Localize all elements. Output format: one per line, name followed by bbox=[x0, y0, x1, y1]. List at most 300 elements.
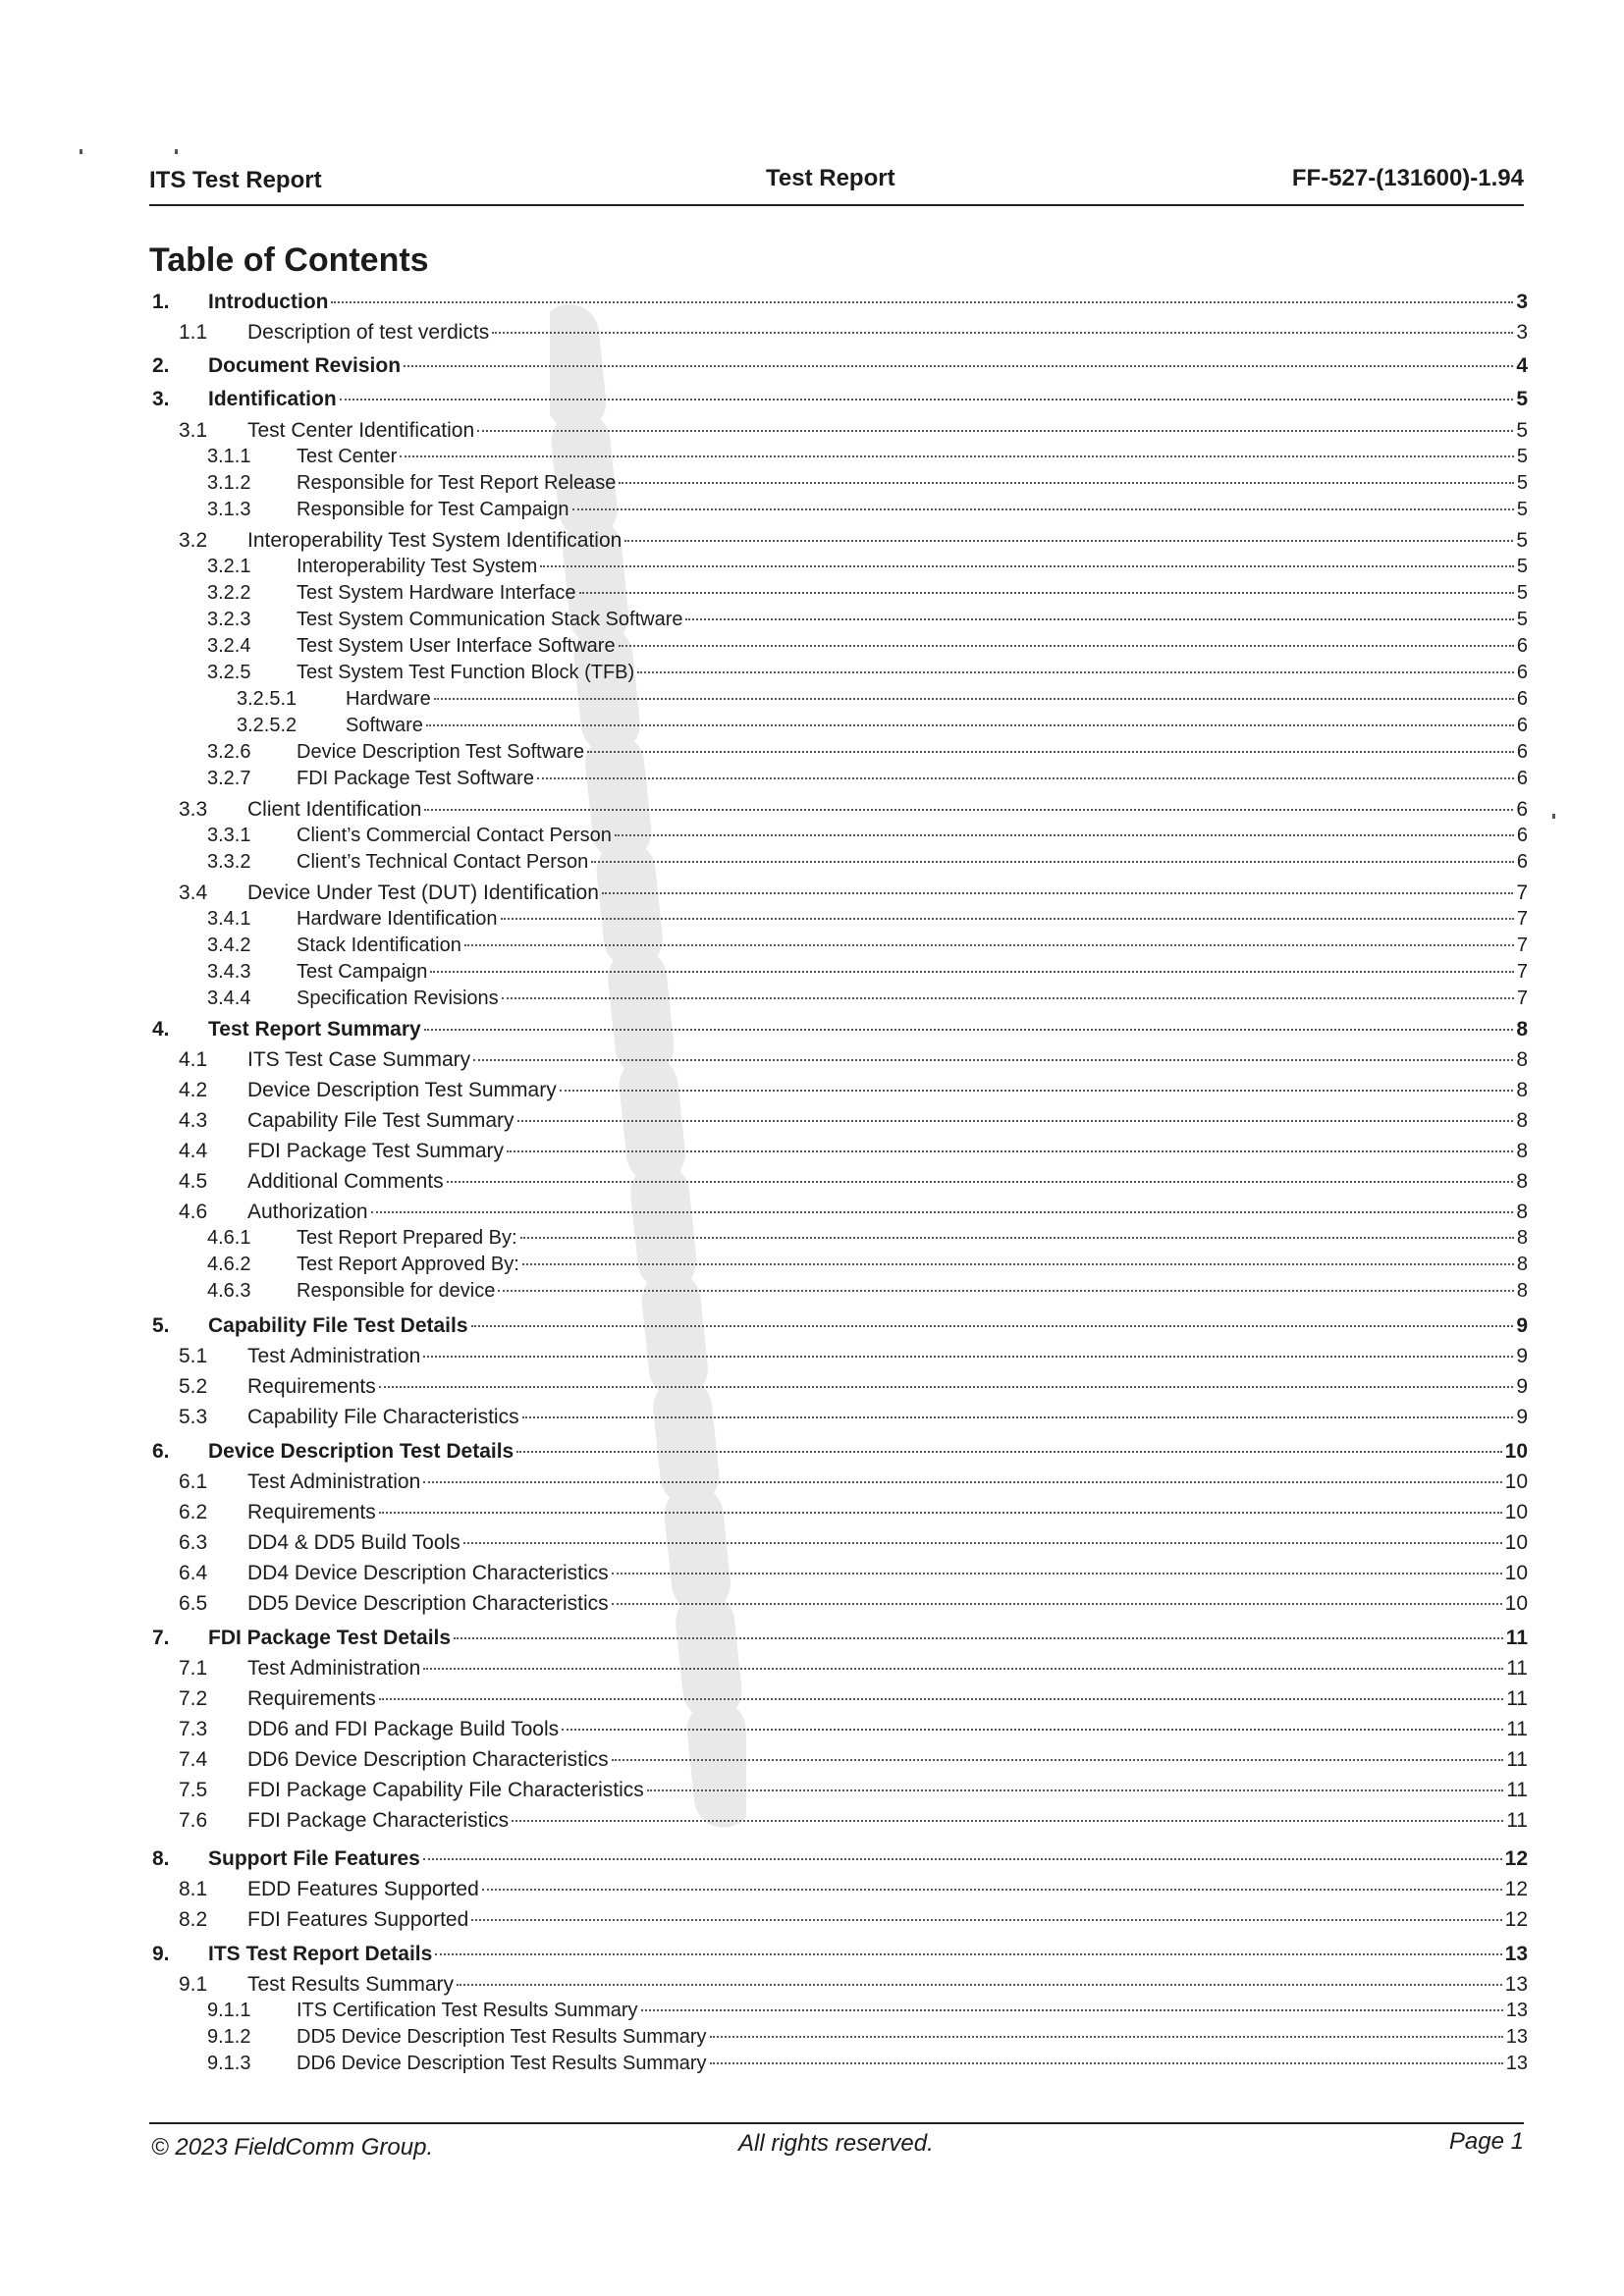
toc-entry[interactable] bbox=[179, 1687, 1528, 1711]
toc-dot-leader bbox=[612, 1603, 1502, 1605]
toc-dot-leader bbox=[624, 540, 1513, 542]
toc-entry-page-number: 6 bbox=[1516, 741, 1528, 763]
toc-entry-number: 3.4 bbox=[179, 881, 208, 904]
toc-entry[interactable] bbox=[207, 446, 1528, 468]
toc-dot-leader bbox=[572, 508, 1514, 510]
toc-entry-number: 3.1.1 bbox=[207, 446, 251, 467]
toc-entry-page-number: 9 bbox=[1516, 1375, 1528, 1398]
toc-dot-leader bbox=[602, 892, 1513, 894]
toc-entry-label: ITS Test Case Summary bbox=[247, 1048, 471, 1071]
toc-dot-leader bbox=[477, 430, 1513, 432]
toc-entry[interactable] bbox=[207, 825, 1528, 847]
toc-entry-number: 3.3.1 bbox=[207, 825, 251, 846]
toc-entry-label: Stack Identification bbox=[297, 934, 461, 956]
toc-entry-number: 3.3.2 bbox=[207, 851, 251, 873]
toc-dot-leader bbox=[612, 1759, 1504, 1761]
toc-entry[interactable] bbox=[179, 1592, 1528, 1616]
toc-entry-label: EDD Features Supported bbox=[247, 1878, 479, 1900]
toc-entry-page-number: 12 bbox=[1504, 1847, 1528, 1870]
toc-entry-label: Interoperability Test System Identification bbox=[247, 529, 623, 552]
toc-entry-number: 4.6 bbox=[179, 1201, 208, 1223]
toc-entry-page-number: 8 bbox=[1516, 1018, 1528, 1041]
toc-entry-label: DD4 Device Description Characteristics bbox=[247, 1562, 609, 1584]
toc-dot-leader bbox=[619, 482, 1514, 484]
toc-entry-number: 7.3 bbox=[179, 1718, 208, 1740]
toc-entry[interactable] bbox=[207, 908, 1528, 931]
toc-entry[interactable] bbox=[179, 1375, 1528, 1399]
toc-entry[interactable] bbox=[179, 1470, 1528, 1494]
toc-dot-leader bbox=[379, 1386, 1514, 1388]
toc-dot-leader bbox=[473, 1059, 1513, 1061]
toc-entry-number: 3.2.2 bbox=[207, 582, 251, 604]
toc-dot-leader bbox=[447, 1181, 1514, 1183]
toc-entry-number: 7.2 bbox=[179, 1687, 208, 1710]
toc-entry-label: FDI Package Test Details bbox=[208, 1627, 452, 1649]
toc-entry-page-number: 10 bbox=[1504, 1562, 1528, 1584]
toc-entry-number: 6.4 bbox=[179, 1562, 208, 1584]
toc-entry-number: 4.6.1 bbox=[207, 1227, 251, 1249]
toc-entry-number: 4.6.2 bbox=[207, 1254, 251, 1275]
toc-entry-label: Capability File Test Details bbox=[208, 1314, 468, 1337]
toc-entry-page-number: 10 bbox=[1504, 1592, 1528, 1615]
toc-dot-leader bbox=[340, 399, 1514, 400]
toc-entry[interactable] bbox=[179, 1501, 1528, 1524]
toc-dot-leader bbox=[710, 2036, 1503, 2038]
toc-entry-page-number: 7 bbox=[1516, 988, 1528, 1009]
toc-entry[interactable] bbox=[207, 934, 1528, 957]
toc-entry-number: 4.4 bbox=[179, 1140, 208, 1162]
toc-entry-label: Test Center bbox=[297, 446, 398, 467]
toc-entry-label: Capability File Characteristics bbox=[247, 1406, 519, 1428]
toc-entry-page-number: 6 bbox=[1516, 715, 1528, 736]
toc-entry-label: Test Results Summary bbox=[247, 1973, 455, 1996]
toc-entry-label: Description of test verdicts bbox=[247, 321, 490, 344]
toc-entry-page-number: 5 bbox=[1516, 419, 1528, 442]
toc-dot-leader bbox=[516, 1451, 1501, 1453]
toc-entry-number: 9. bbox=[152, 1943, 170, 1965]
toc-entry[interactable] bbox=[207, 741, 1528, 764]
toc-entry-page-number: 13 bbox=[1505, 2053, 1528, 2074]
toc-entry-label: Software bbox=[346, 715, 423, 736]
toc-entry-number: 8. bbox=[152, 1847, 170, 1870]
toc-entry[interactable] bbox=[179, 1878, 1528, 1901]
toc-entry[interactable] bbox=[152, 1018, 1528, 1041]
toc-entry-label: DD6 Device Description Characteristics bbox=[247, 1748, 609, 1771]
toc-entry-number: 9.1.3 bbox=[207, 2053, 251, 2074]
toc-entry-label: ITS Test Report Details bbox=[208, 1943, 433, 1965]
toc-entry-number: 3.2.6 bbox=[207, 741, 251, 763]
toc-entry-number: 8.1 bbox=[179, 1878, 208, 1900]
toc-entry[interactable] bbox=[179, 1718, 1528, 1741]
toc-dot-leader bbox=[379, 1698, 1503, 1700]
toc-entry-page-number: 11 bbox=[1506, 1809, 1528, 1832]
toc-entry-number: 6.1 bbox=[179, 1470, 208, 1493]
toc-dot-leader bbox=[501, 918, 1514, 920]
toc-entry-number: 6.5 bbox=[179, 1592, 208, 1615]
toc-entry-label: Device Description Test Software bbox=[297, 741, 585, 763]
toc-dot-leader bbox=[430, 971, 1513, 973]
toc-entry-label: Document Revision bbox=[208, 354, 402, 377]
toc-entry-page-number: 11 bbox=[1506, 1687, 1528, 1710]
toc-entry-page-number: 7 bbox=[1516, 934, 1528, 956]
toc-entry-label: Test Administration bbox=[247, 1657, 421, 1680]
page-footer bbox=[149, 2122, 1524, 2163]
toc-entry-label: Client’s Technical Contact Person bbox=[297, 851, 589, 873]
toc-entry-label: Test Campaign bbox=[297, 961, 428, 983]
toc-entry[interactable] bbox=[152, 388, 1528, 411]
toc-dot-leader bbox=[379, 1512, 1502, 1514]
toc-entry-page-number: 10 bbox=[1504, 1440, 1528, 1463]
toc-entry-page-number: 10 bbox=[1504, 1531, 1528, 1554]
toc-dot-leader bbox=[587, 751, 1514, 753]
toc-entry-number: 9.1 bbox=[179, 1973, 208, 1996]
toc-entry-label: Test Report Prepared By: bbox=[297, 1227, 517, 1249]
header-report-title: ITS Test Report bbox=[149, 167, 322, 193]
toc-entry[interactable] bbox=[207, 1280, 1528, 1303]
toc-entry-number: 2. bbox=[152, 354, 170, 377]
footer-rights: All rights reserved. bbox=[738, 2130, 934, 2157]
header-document-number: FF-527-(131600)-1.94 bbox=[1291, 165, 1524, 191]
toc-dot-leader bbox=[517, 1120, 1514, 1122]
toc-entry[interactable] bbox=[179, 1809, 1528, 1833]
toc-entry-number: 4.1 bbox=[179, 1048, 208, 1071]
toc-entry-number: 4.3 bbox=[179, 1109, 208, 1132]
toc-entry-page-number: 5 bbox=[1516, 556, 1528, 577]
toc-entry[interactable] bbox=[179, 1748, 1528, 1772]
toc-dot-leader bbox=[710, 2062, 1503, 2064]
toc-entry-page-number: 9 bbox=[1516, 1314, 1528, 1337]
toc-entry[interactable] bbox=[152, 1440, 1528, 1464]
toc-entry-label: Authorization bbox=[247, 1201, 368, 1223]
toc-entry[interactable] bbox=[207, 472, 1528, 495]
toc-entry[interactable] bbox=[179, 529, 1528, 553]
toc-dot-leader bbox=[591, 861, 1514, 863]
toc-dot-leader bbox=[435, 1953, 1501, 1955]
toc-entry-number: 5.1 bbox=[179, 1345, 208, 1367]
toc-entry-label: Additional Comments bbox=[247, 1170, 444, 1193]
toc-entry-number: 7.1 bbox=[179, 1657, 208, 1680]
toc-entry-number: 3.3 bbox=[179, 798, 208, 821]
toc-dot-leader bbox=[454, 1637, 1503, 1639]
toc-entry-label: FDI Package Test Software bbox=[297, 768, 534, 789]
toc-entry-number: 3.4.4 bbox=[207, 988, 251, 1009]
toc-dot-leader bbox=[424, 809, 1513, 811]
toc-entry-page-number: 11 bbox=[1505, 1627, 1528, 1649]
toc-entry-number: 4. bbox=[152, 1018, 170, 1041]
toc-entry[interactable] bbox=[152, 354, 1528, 378]
toc-dot-leader bbox=[492, 332, 1513, 334]
toc-entry[interactable] bbox=[207, 1227, 1528, 1250]
toc-entry[interactable] bbox=[237, 715, 1528, 737]
toc-entry[interactable] bbox=[179, 1562, 1528, 1585]
toc-entry[interactable] bbox=[179, 1140, 1528, 1163]
toc-entry-label: Test Administration bbox=[247, 1470, 421, 1493]
toc-dot-leader bbox=[331, 301, 1513, 303]
toc-dot-leader bbox=[647, 1789, 1503, 1791]
toc-entry-number: 4.2 bbox=[179, 1079, 208, 1101]
toc-entry-label: ITS Certification Test Results Summary bbox=[297, 2000, 638, 2021]
toc-dot-leader bbox=[371, 1211, 1514, 1213]
toc-entry-label: Introduction bbox=[208, 291, 329, 313]
toc-entry-number: 3.1 bbox=[179, 419, 208, 442]
toc-entry[interactable] bbox=[179, 1973, 1528, 1997]
toc-entry-number: 3.2.7 bbox=[207, 768, 251, 789]
toc-entry-number: 3.2.1 bbox=[207, 556, 251, 577]
toc-entry[interactable] bbox=[179, 881, 1528, 905]
toc-entry-label: Responsible for device bbox=[297, 1280, 496, 1302]
toc-entry-page-number: 8 bbox=[1516, 1280, 1528, 1302]
toc-entry-page-number: 8 bbox=[1516, 1109, 1528, 1132]
toc-entry-number: 6.3 bbox=[179, 1531, 208, 1554]
footer-page-number: Page 1 bbox=[1448, 2128, 1524, 2155]
toc-entry-number: 3.4.1 bbox=[207, 908, 251, 930]
toc-entry-page-number: 8 bbox=[1516, 1140, 1528, 1162]
toc-entry-page-number: 3 bbox=[1516, 291, 1528, 313]
toc-entry-label: Device Description Test Summary bbox=[247, 1079, 557, 1101]
toc-entry[interactable] bbox=[179, 1201, 1528, 1224]
toc-entry-number: 8.2 bbox=[179, 1908, 208, 1931]
toc-entry-page-number: 5 bbox=[1516, 499, 1528, 520]
toc-dot-leader bbox=[537, 777, 1514, 779]
toc-entry-page-number: 6 bbox=[1516, 688, 1528, 710]
toc-entry-number: 4.5 bbox=[179, 1170, 208, 1193]
toc-dot-leader bbox=[423, 1356, 1513, 1358]
toc-entry[interactable] bbox=[179, 798, 1528, 822]
toc-entry-label: Hardware Identification bbox=[297, 908, 498, 930]
toc-entry-number: 7.4 bbox=[179, 1748, 208, 1771]
toc-entry[interactable] bbox=[179, 1779, 1528, 1802]
toc-entry-label: Support File Features bbox=[208, 1847, 420, 1870]
toc-entry-page-number: 13 bbox=[1505, 2000, 1528, 2021]
toc-entry-page-number: 6 bbox=[1516, 851, 1528, 873]
toc-dot-leader bbox=[423, 1481, 1501, 1483]
toc-entry-label: Device Under Test (DUT) Identification bbox=[247, 881, 599, 904]
toc-entry[interactable] bbox=[179, 321, 1528, 345]
toc-entry[interactable] bbox=[152, 1627, 1528, 1650]
toc-entry-label: Test Center Identification bbox=[247, 419, 475, 442]
toc-entry[interactable] bbox=[179, 1109, 1528, 1133]
toc-entry-label: FDI Package Capability File Characteristics bbox=[247, 1779, 644, 1801]
toc-entry-number: 3. bbox=[152, 388, 170, 410]
toc-entry[interactable] bbox=[179, 419, 1528, 443]
toc-entry-number: 5.3 bbox=[179, 1406, 208, 1428]
toc-dot-leader bbox=[522, 1263, 1514, 1265]
toc-entry[interactable] bbox=[207, 768, 1528, 790]
toc-entry-page-number: 9 bbox=[1516, 1345, 1528, 1367]
footer-copyright: © 2023 FieldComm Group. bbox=[151, 2134, 434, 2161]
toc-entry-label: DD6 Device Description Test Results Summary bbox=[297, 2053, 707, 2074]
toc-entry-label: Client Identification bbox=[247, 798, 422, 821]
toc-entry-number: 6. bbox=[152, 1440, 170, 1463]
toc-entry-page-number: 5 bbox=[1516, 472, 1528, 494]
toc-entry[interactable] bbox=[207, 2000, 1528, 2022]
toc-entry-label: Test Administration bbox=[247, 1345, 421, 1367]
toc-entry-label: Requirements bbox=[247, 1375, 376, 1398]
toc-entry-label: FDI Package Test Summary bbox=[247, 1140, 505, 1162]
toc-entry[interactable] bbox=[179, 1908, 1528, 1932]
toc-entry[interactable] bbox=[207, 556, 1528, 578]
toc-entry-page-number: 7 bbox=[1516, 881, 1528, 904]
toc-entry[interactable] bbox=[207, 609, 1528, 631]
toc-entry-label: Capability File Test Summary bbox=[247, 1109, 514, 1132]
toc-entry-page-number: 11 bbox=[1506, 1657, 1528, 1680]
toc-entry[interactable] bbox=[152, 1943, 1528, 1966]
toc-entry-number: 7.5 bbox=[179, 1779, 208, 1801]
toc-entry[interactable] bbox=[152, 291, 1528, 314]
toc-entry-label: FDI Package Characteristics bbox=[247, 1809, 510, 1832]
toc-entry[interactable] bbox=[179, 1657, 1528, 1681]
toc-title: Table of Contents bbox=[149, 241, 429, 279]
toc-entry-page-number: 8 bbox=[1516, 1048, 1528, 1071]
toc-entry-page-number: 11 bbox=[1506, 1718, 1528, 1740]
toc-entry-label: DD5 Device Description Characteristics bbox=[247, 1592, 609, 1615]
header-center-title: Test Report bbox=[766, 165, 895, 191]
toc-entry-page-number: 8 bbox=[1516, 1254, 1528, 1275]
toc-dot-leader bbox=[641, 2009, 1503, 2011]
toc-dot-leader bbox=[619, 645, 1514, 647]
toc-dot-leader bbox=[540, 565, 1514, 567]
toc-entry-label: Hardware bbox=[346, 688, 431, 710]
toc-entry[interactable] bbox=[207, 499, 1528, 521]
toc-dot-leader bbox=[615, 834, 1514, 836]
toc-entry[interactable] bbox=[207, 2026, 1528, 2049]
toc-entry-page-number: 8 bbox=[1516, 1079, 1528, 1101]
toc-entry-page-number: 5 bbox=[1516, 446, 1528, 467]
toc-entry-number: 5. bbox=[152, 1314, 170, 1337]
toc-dot-leader bbox=[434, 698, 1514, 700]
toc-entry-page-number: 6 bbox=[1516, 768, 1528, 789]
toc-entry-label: DD5 Device Description Test Results Summary bbox=[297, 2026, 707, 2048]
toc-entry-page-number: 5 bbox=[1516, 388, 1528, 410]
toc-dot-leader bbox=[579, 592, 1514, 594]
toc-dot-leader bbox=[512, 1820, 1503, 1822]
toc-dot-leader bbox=[562, 1729, 1503, 1731]
toc-entry[interactable] bbox=[207, 961, 1528, 984]
toc-entry-number: 3.2.5.1 bbox=[237, 688, 298, 710]
toc-entry-page-number: 3 bbox=[1516, 321, 1528, 344]
toc-entry-page-number: 9 bbox=[1516, 1406, 1528, 1428]
toc-dot-leader bbox=[400, 455, 1514, 457]
toc-entry-label: DD6 and FDI Package Build Tools bbox=[247, 1718, 560, 1740]
toc-entry-number: 6.2 bbox=[179, 1501, 208, 1523]
toc-entry-number: 3.2.4 bbox=[207, 635, 251, 657]
toc-entry-page-number: 11 bbox=[1506, 1748, 1528, 1771]
toc-dot-leader bbox=[404, 365, 1513, 367]
toc-entry-label: Responsible for Test Campaign bbox=[297, 499, 569, 520]
toc-entry-page-number: 8 bbox=[1516, 1227, 1528, 1249]
toc-entry-label: Responsible for Test Report Release bbox=[297, 472, 617, 494]
toc-entry-page-number: 10 bbox=[1504, 1501, 1528, 1523]
toc-entry-number: 9.1.1 bbox=[207, 2000, 251, 2021]
toc-entry[interactable] bbox=[179, 1048, 1528, 1072]
toc-entry-label: Test System Communication Stack Software bbox=[297, 609, 683, 630]
toc-entry-page-number: 10 bbox=[1504, 1470, 1528, 1493]
toc-entry-number: 3.1.2 bbox=[207, 472, 251, 494]
toc-entry[interactable] bbox=[207, 851, 1528, 874]
toc-entry-number: 3.4.2 bbox=[207, 934, 251, 956]
toc-dot-leader bbox=[463, 1542, 1502, 1544]
toc-entry-page-number: 13 bbox=[1505, 2026, 1528, 2048]
toc-entry[interactable] bbox=[207, 2053, 1528, 2075]
toc-entry-number: 3.2.5 bbox=[207, 662, 251, 683]
toc-entry-label: Specification Revisions bbox=[297, 988, 499, 1009]
toc-entry[interactable] bbox=[152, 1314, 1528, 1338]
toc-entry[interactable] bbox=[179, 1406, 1528, 1429]
toc-entry-page-number: 13 bbox=[1504, 1973, 1528, 1996]
toc-entry-page-number: 6 bbox=[1516, 635, 1528, 657]
toc-entry-label: Interoperability Test System bbox=[297, 556, 538, 577]
toc-entry-page-number: 12 bbox=[1504, 1908, 1528, 1931]
toc-dot-leader bbox=[522, 1416, 1514, 1418]
toc-entry-page-number: 5 bbox=[1516, 529, 1528, 552]
toc-dot-leader bbox=[426, 724, 1514, 726]
toc-entry-label: FDI Features Supported bbox=[247, 1908, 469, 1931]
toc-dot-leader bbox=[520, 1237, 1514, 1239]
toc-entry[interactable] bbox=[179, 1170, 1528, 1194]
toc-entry-label: Test System Test Function Block (TFB) bbox=[297, 662, 635, 683]
toc-entry-page-number: 8 bbox=[1516, 1170, 1528, 1193]
toc-dot-leader bbox=[471, 1325, 1514, 1327]
toc-entry-page-number: 6 bbox=[1516, 662, 1528, 683]
toc-entry[interactable] bbox=[207, 662, 1528, 684]
toc-dot-leader bbox=[471, 1919, 1501, 1921]
toc-entry-number: 9.1.2 bbox=[207, 2026, 251, 2048]
toc-entry-label: Identification bbox=[208, 388, 337, 410]
toc-entry[interactable] bbox=[179, 1345, 1528, 1368]
toc-entry-page-number: 5 bbox=[1516, 609, 1528, 630]
toc-entry-number: 3.2.5.2 bbox=[237, 715, 298, 736]
toc-entry-label: Test Report Approved By: bbox=[297, 1254, 519, 1275]
toc-entry-label: Requirements bbox=[247, 1501, 376, 1523]
toc-entry-page-number: 11 bbox=[1506, 1779, 1528, 1801]
toc-entry-page-number: 6 bbox=[1516, 825, 1528, 846]
toc-dot-leader bbox=[507, 1150, 1513, 1152]
toc-entry-number: 3.2 bbox=[179, 529, 208, 552]
toc-entry-page-number: 13 bbox=[1504, 1943, 1528, 1965]
toc-dot-leader bbox=[423, 1668, 1503, 1670]
toc-dot-leader bbox=[424, 1029, 1514, 1031]
toc-entry-page-number: 4 bbox=[1516, 354, 1528, 377]
toc-entry-page-number: 7 bbox=[1516, 908, 1528, 930]
toc-entry[interactable] bbox=[207, 582, 1528, 605]
toc-entry-number: 4.6.3 bbox=[207, 1280, 251, 1302]
toc-dot-leader bbox=[482, 1889, 1502, 1891]
toc-entry-label: Test System User Interface Software bbox=[297, 635, 616, 657]
toc-entry-number: 1. bbox=[152, 291, 170, 313]
toc-entry-label: Device Description Test Details bbox=[208, 1440, 514, 1463]
toc-entry[interactable] bbox=[207, 635, 1528, 658]
toc-dot-leader bbox=[457, 1984, 1502, 1986]
toc-entry-number: 5.2 bbox=[179, 1375, 208, 1398]
toc-entry-number: 7. bbox=[152, 1627, 170, 1649]
toc-entry[interactable] bbox=[207, 988, 1528, 1010]
toc-entry-number: 3.2.3 bbox=[207, 609, 251, 630]
toc-entry-number: 1.1 bbox=[179, 321, 208, 344]
toc-entry[interactable] bbox=[152, 1847, 1528, 1871]
toc-entry[interactable] bbox=[237, 688, 1528, 711]
toc-entry[interactable] bbox=[179, 1079, 1528, 1102]
toc-dot-leader bbox=[685, 618, 1513, 620]
toc-entry[interactable] bbox=[207, 1254, 1528, 1276]
toc-dot-leader bbox=[498, 1290, 1514, 1292]
toc-entry-label: Test System Hardware Interface bbox=[297, 582, 576, 604]
toc-entry-page-number: 6 bbox=[1516, 798, 1528, 821]
toc-entry-page-number: 8 bbox=[1516, 1201, 1528, 1223]
toc-dot-leader bbox=[637, 671, 1514, 673]
toc-dot-leader bbox=[464, 944, 1514, 946]
toc-dot-leader bbox=[423, 1858, 1502, 1860]
toc-entry[interactable] bbox=[179, 1531, 1528, 1555]
